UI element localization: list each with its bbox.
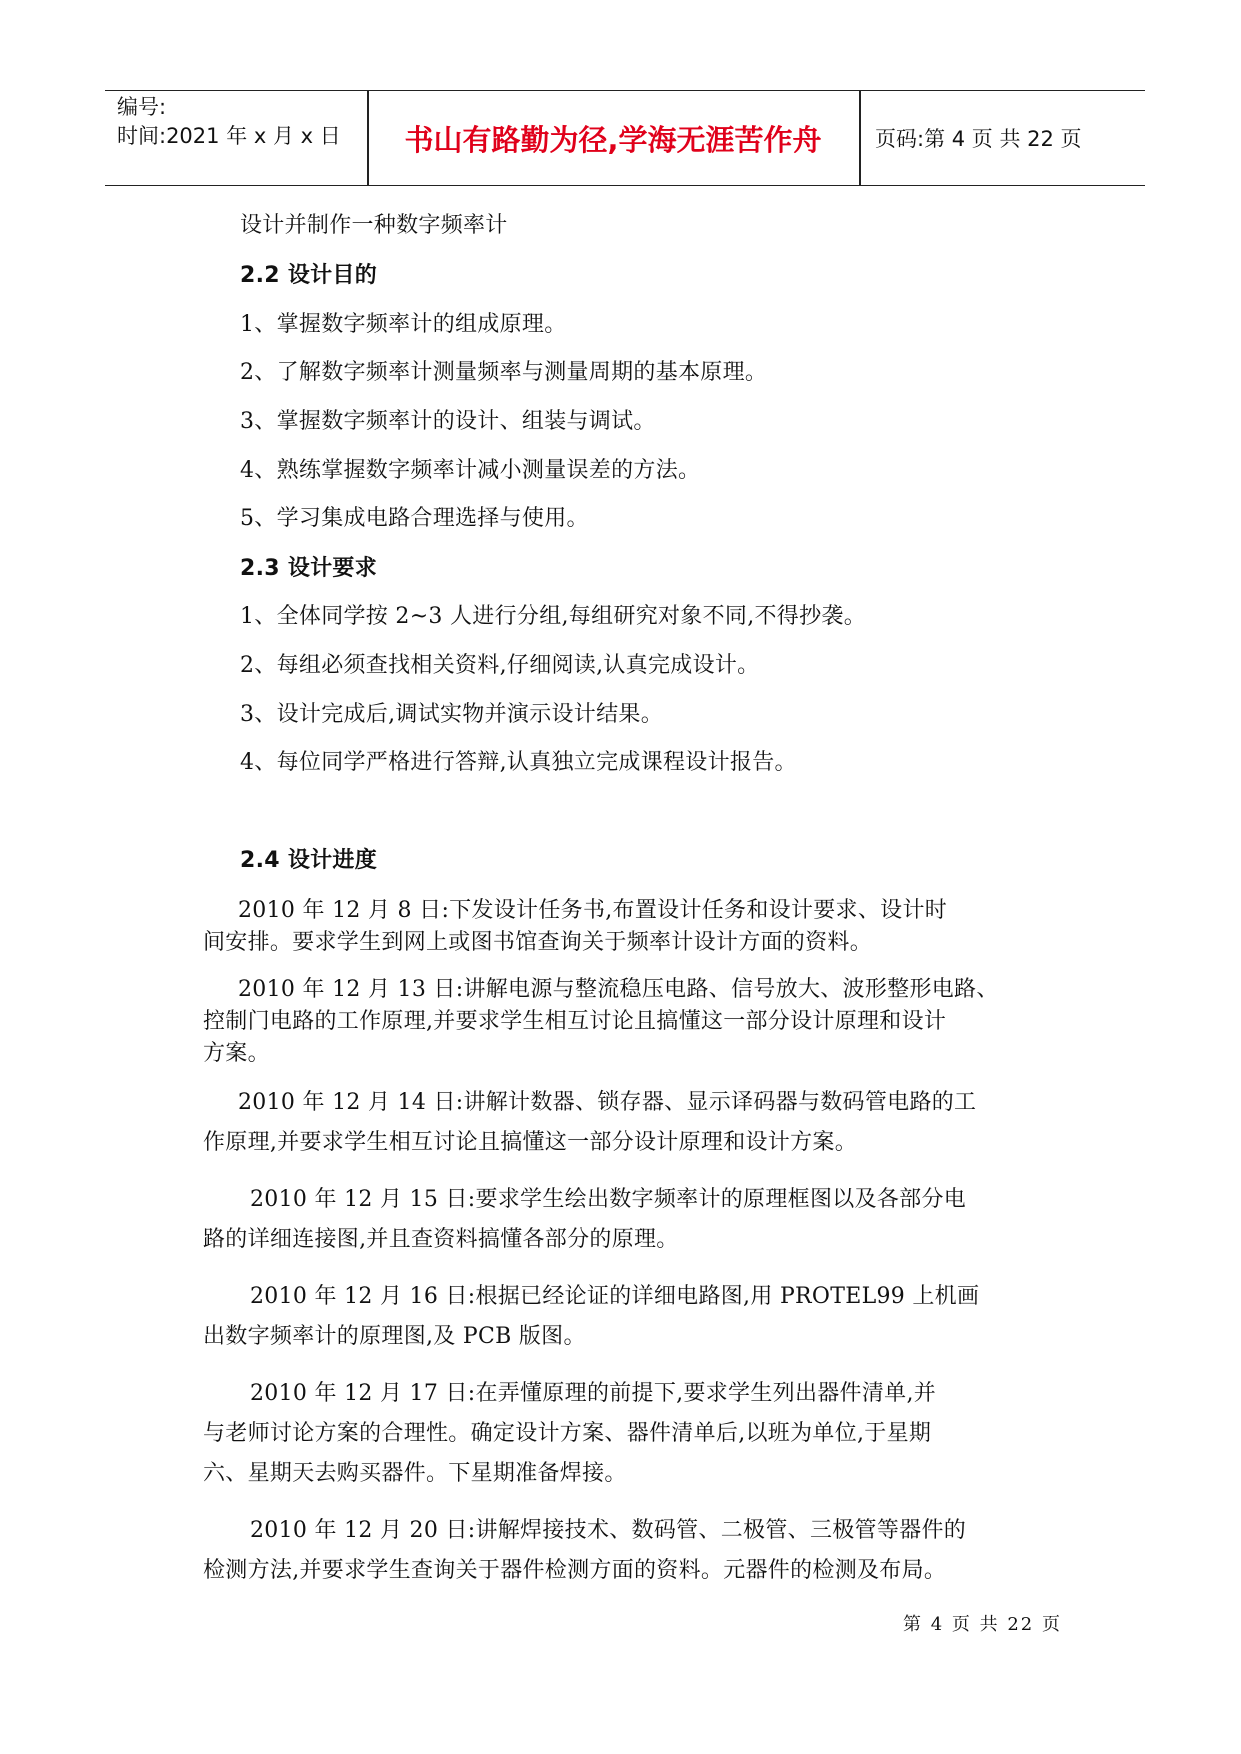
header-page-label: 页码:第 4 页 共 22 页 [875,127,1082,151]
schedule-line: 六、星期天去购买器件。下星期准备焊接。 [203,1461,627,1486]
schedule-line: 检测方法,并要求学生查询关于器件检测方面的资料。元器件的检测及布局。 [203,1558,947,1583]
page-header [105,90,1145,186]
time-label: 时间:2021 年 x 月 x 日 [117,124,341,148]
schedule-line: 2010 年 12 月 20 日:讲解焊接技术、数码管、二极管、三极管等器件的 [250,1518,967,1543]
header-divider [859,91,861,185]
section-heading: 2.4 设计进度 [240,848,378,873]
list-item: 4、熟练掌握数字频率计减小测量误差的方法。 [240,458,701,483]
schedule-line: 2010 年 12 月 17 日:在弄懂原理的前提下,要求学生列出器件清单,并 [250,1381,937,1406]
schedule-line: 与老师讨论方案的合理性。确定设计方案、器件清单后,以班为单位,于星期 [203,1421,932,1446]
schedule-line: 控制门电路的工作原理,并要求学生相互讨论且搞懂这一部分设计原理和设计 [203,1009,947,1034]
schedule-line: 出数字频率计的原理图,及 PCB 版图。 [203,1324,586,1349]
schedule-line: 方案。 [203,1041,270,1066]
list-item: 1、掌握数字频率计的组成原理。 [240,312,567,337]
section-heading: 2.2 设计目的 [240,263,378,288]
schedule-line: 2010 年 12 月 16 日:根据已经论证的详细电路图,用 PROTEL99 上机画 [250,1284,980,1309]
list-item: 4、每位同学严格进行答辩,认真独立完成课程设计报告。 [240,750,797,775]
section-heading: 2.3 设计要求 [240,556,378,581]
list-item: 5、学习集成电路合理选择与使用。 [240,506,589,531]
schedule-line: 2010 年 12 月 13 日:讲解电源与整流稳压电路、信号放大、波形整形电路、 [238,977,999,1002]
header-meta [117,91,367,185]
schedule-line: 路的详细连接图,并且查资料搞懂各部分的原理。 [203,1227,679,1252]
header-motto: 书山有路勤为径,学海无涯苦作舟 [404,122,822,157]
schedule-line: 作原理,并要求学生相互讨论且搞懂这一部分设计原理和设计方案。 [203,1130,857,1155]
list-item: 2、每组必须查找相关资料,仔细阅读,认真完成设计。 [240,653,760,678]
schedule-line: 间安排。要求学生到网上或图书馆查询关于频率计设计方面的资料。 [203,930,873,955]
schedule-line: 2010 年 12 月 15 日:要求学生绘出数字频率计的原理框图以及各部分电 [250,1187,967,1212]
list-item: 3、设计完成后,调试实物并演示设计结果。 [240,702,663,727]
intro-line: 设计并制作一种数字频率计 [240,213,508,238]
page-footer: 第 4 页 共 22 页 [903,1614,1062,1635]
number-label: 编号: [117,95,167,119]
schedule-line: 2010 年 12 月 8 日:下发设计任务书,布置设计任务和设计要求、设计时 [238,898,948,923]
schedule-line: 2010 年 12 月 14 日:讲解计数器、锁存器、显示译码器与数码管电路的工 [238,1090,977,1115]
list-item: 1、全体同学按 2~3 人进行分组,每组研究对象不同,不得抄袭。 [240,604,866,629]
list-item: 3、掌握数字频率计的设计、组装与调试。 [240,409,656,434]
list-item: 2、了解数字频率计测量频率与测量周期的基本原理。 [240,360,768,385]
